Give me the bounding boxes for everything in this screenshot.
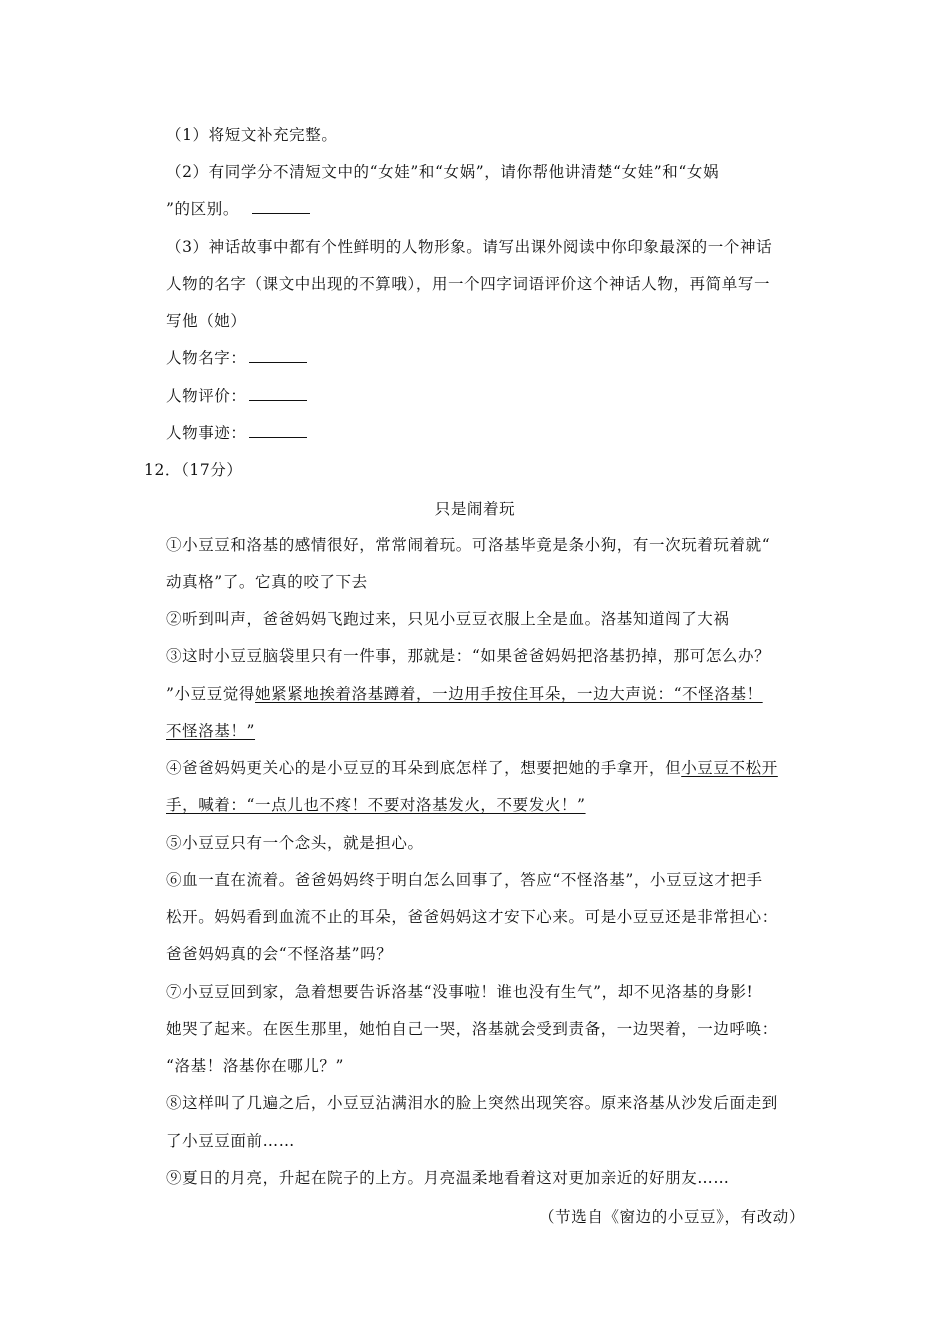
character-name-blank[interactable]	[249, 348, 307, 363]
passage-source: （节选自《窗边的小豆豆》，有改动）	[539, 1208, 805, 1226]
q11-sub2-line1: （2）有同学分不清短文中的“女娃”和“女娲”，请你帮他讲清楚“女娃”和“女娲	[166, 163, 720, 181]
q11-sub2-text: ”的区别。	[166, 200, 239, 218]
p1-line1: ①小豆豆和洛基的感情很好，常常闹着玩。可洛基毕竟是条小狗，有一次玩着玩着就“	[166, 536, 771, 554]
p3-line2	[166, 684, 763, 704]
character-deeds-row	[166, 423, 307, 443]
answer-blank[interactable]	[252, 199, 310, 214]
p4-line1-plain: ④爸爸妈妈更关心的是小豆豆的耳朵到底怎样了，想要把她的手拿开，但	[166, 759, 682, 777]
p6-line2: 松开。妈妈看到血流不止的耳朵，爸爸妈妈这才安下心来。可是小豆豆还是非常担心：	[166, 908, 778, 926]
character-deeds-label: 人物事迹：	[166, 424, 247, 442]
character-name-label: 人物名字：	[166, 349, 247, 367]
character-eval-blank[interactable]	[249, 386, 307, 401]
character-eval-row	[166, 386, 307, 406]
p9-line1: ⑨夏日的月亮，升起在院子的上方。月亮温柔地看着这对更加亲近的好朋友……	[166, 1169, 730, 1187]
character-deeds-blank[interactable]	[249, 423, 307, 438]
p5-line1: ⑤小豆豆只有一个念头，就是担心。	[166, 834, 424, 852]
character-eval-label: 人物评价：	[166, 387, 247, 405]
character-name-row	[166, 348, 307, 368]
passage-title: 只是闹着玩	[434, 500, 516, 518]
p3-line1: ③这时小豆豆脑袋里只有一件事，那就是：“如果爸爸妈妈把洛基扔掉，那可怎么办？	[166, 647, 771, 665]
p8-line1: ⑧这样叫了几遍之后，小豆豆沾满泪水的脸上突然出现笑容。原来洛基从沙发后面走到	[166, 1094, 778, 1112]
p4-underlined-start: 小豆豆不松开	[681, 759, 778, 777]
q11-sub1: （1）将短文补充完整。	[166, 126, 338, 144]
q11-sub2-line2	[166, 199, 310, 219]
q11-sub3-line3: 写他（她）	[166, 312, 247, 330]
q11-sub3-line2: 人物的名字（课文中出现的不算哦），用一个四字词语评价这个神话人物，再简单写一	[166, 275, 771, 293]
p4-line2	[166, 795, 586, 815]
p6-line1: ⑥血一直在流着。爸爸妈妈终于明白怎么回事了，答应“不怪洛基”，小豆豆这才把手	[166, 871, 763, 889]
q11-sub3-line1: （3）神话故事中都有个性鲜明的人物形象。请写出课外阅读中你印象最深的一个神话	[166, 238, 773, 256]
p8-line2: 了小豆豆面前……	[166, 1132, 295, 1150]
p4-line1	[166, 758, 778, 778]
q12-header: 12．（17分）	[144, 461, 243, 479]
p4-underlined-end: 手，喊着：“一点儿也不疼！不要对洛基发火，不要发火！”	[166, 796, 586, 814]
p7-line2: 她哭了起来。在医生那里，她怕自己一哭，洛基就会受到责备，一边哭着，一边呼唤：	[166, 1020, 778, 1038]
p2-line1: ②听到叫声，爸爸妈妈飞跑过来，只见小豆豆衣服上全是血。洛基知道闯了大祸	[166, 610, 730, 628]
p3-line2-plain: ”小豆豆觉得	[166, 685, 256, 703]
p3-line3	[166, 721, 255, 741]
p6-line3: 爸爸妈妈真的会“不怪洛基”吗？	[166, 945, 393, 963]
p3-underlined-end: 不怪洛基！”	[166, 722, 256, 740]
p3-underlined-sentence: 她紧紧地挨着洛基蹲着，一边用手按住耳朵，一边大声说：“不怪洛基！	[255, 685, 763, 703]
p1-line2: 动真格”了。它真的咬了下去	[166, 573, 368, 591]
p7-line1: ⑦小豆豆回到家，急着想要告诉洛基“没事啦！谁也没有生气”，却不见洛基的身影!	[166, 983, 754, 1001]
p7-line3: “洛基！洛基你在哪儿？”	[166, 1057, 345, 1075]
